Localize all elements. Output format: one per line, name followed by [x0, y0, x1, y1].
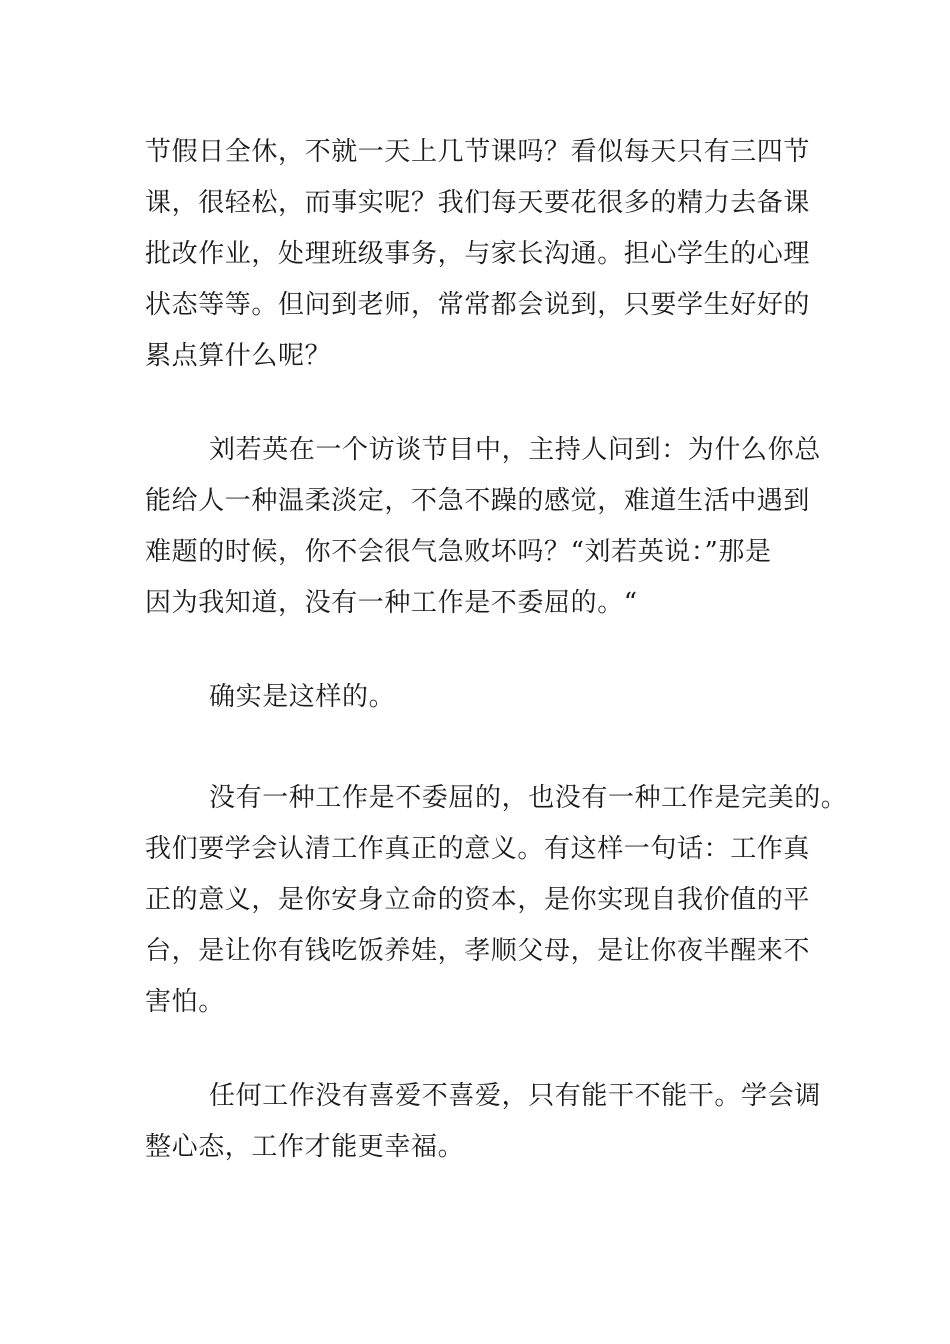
paragraph-line: 难题的时候，你不会很气急败坏吗？“刘若英说：”那是 — [145, 537, 772, 567]
paragraph-line: 害怕。 — [145, 987, 225, 1017]
paragraph-line: 任何工作没有喜爱不喜爱，只有能干不能干。学会调 — [209, 1081, 821, 1111]
paragraph-line: 确实是这样的。 — [209, 682, 396, 712]
paragraph-line: 累点算什么呢？ — [145, 341, 332, 371]
paragraph-line: 节假日全休，不就一天上几节课吗？看似每天只有三四节 — [145, 137, 811, 167]
paragraph-line: 状态等等。但问到老师，常常都会说到，只要学生好好的 — [145, 290, 811, 320]
paragraph-line: 刘若英在一个访谈节目中，主持人问到：为什么你总 — [209, 435, 821, 465]
paragraph-line: 能给人一种温柔淡定，不急不躁的感觉，难道生活中遇到 — [145, 486, 811, 516]
paragraph-line: 因为我知道，没有一种工作是不委屈的。“ — [145, 588, 638, 618]
paragraph-adjust-mindset — [145, 1071, 821, 1173]
paragraph-line: 课，很轻松，而事实呢？我们每天要花很多的精力去备课 — [145, 188, 811, 218]
paragraph-line: 批改作业，处理班级事务，与家长沟通。担心学生的心理 — [145, 239, 811, 269]
paragraph-line: 我们要学会认清工作真正的意义。有这样一句话：工作真 — [145, 834, 811, 864]
paragraph-line: 整心态，工作才能更幸福。 — [145, 1132, 465, 1162]
paragraph-liu-ruoying-interview — [145, 425, 821, 629]
paragraph-line: 台，是让你有钱吃饭养娃，孝顺父母，是让你夜半醒来不 — [145, 936, 811, 966]
paragraph-line: 正的意义，是你安身立命的资本，是你实现自我价值的平 — [145, 885, 811, 915]
paragraph-indeed-so — [145, 672, 810, 723]
paragraph-meaning-of-work — [145, 773, 848, 1028]
paragraph-line: 没有一种工作是不委屈的，也没有一种工作是完美的。 — [209, 783, 848, 813]
paragraph-teacher-workload — [145, 127, 810, 382]
